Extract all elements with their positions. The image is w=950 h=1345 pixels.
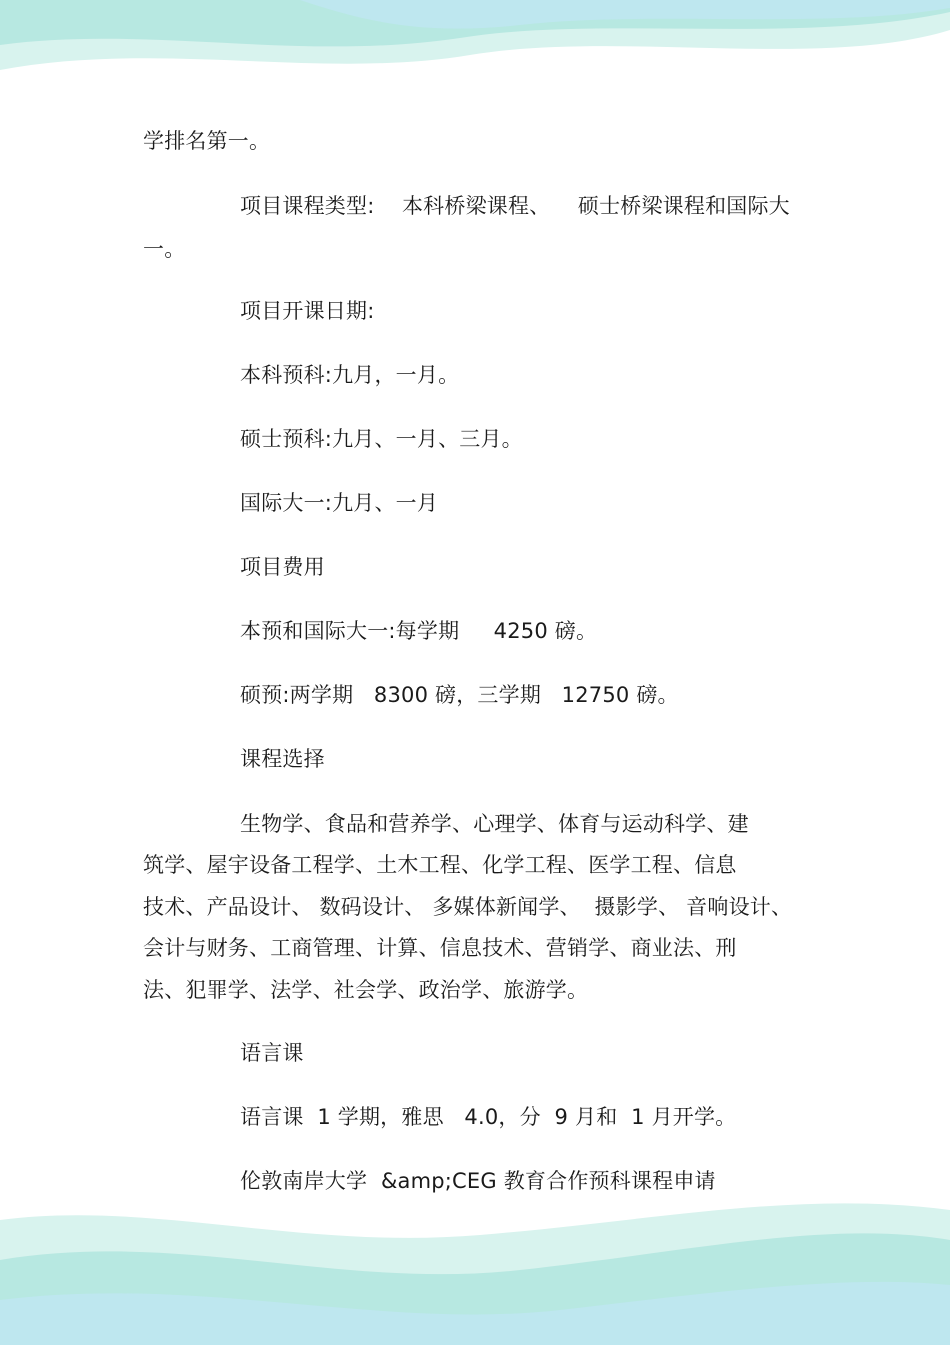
course-selection-heading: 课程选择	[240, 747, 325, 771]
text-line: 国际大一:九月、一月	[240, 491, 439, 515]
text-line: 硕士预科:九月、一月、三月。	[240, 427, 523, 451]
start-dates-heading: 项目开课日期:	[240, 299, 375, 323]
text-line: 一。	[143, 237, 186, 261]
text-line: 语言课 1 学期，雅思 4.0，分 9 月和 1 月开学。	[240, 1105, 737, 1129]
text-line: 会计与财务、工商管理、计算、信息技术、营销学、商业法、刑	[143, 936, 737, 960]
text-line: 技术、产品设计、 数码设计、 多媒体新闻学、 摄影学、 音响设计、	[143, 895, 793, 919]
text-line: 法、犯罪学、法学、社会学、政治学、旅游学。	[143, 978, 589, 1002]
fees-heading: 项目费用	[240, 555, 325, 579]
text-line: 伦敦南岸大学 &amp;CEG 教育合作预科课程申请	[240, 1169, 716, 1193]
text-line: 学排名第一。	[143, 129, 271, 153]
text-line: 筑学、屋宇设备工程学、土木工程、化学工程、医学工程、信息	[143, 853, 737, 877]
text-line: 硕预:两学期 8300 磅，三学期 12750 磅。	[240, 683, 679, 707]
course-types-line: 项目课程类型: 本科桥梁课程、 硕士桥梁课程和国际大	[240, 194, 790, 218]
text-line: 本科预科:九月，一月。	[240, 363, 460, 387]
text-line: 生物学、食品和营养学、心理学、体育与运动科学、建	[240, 812, 749, 836]
language-course-heading: 语言课	[240, 1041, 304, 1065]
text-line: 本预和国际大一:每学期 4250 磅。	[240, 619, 598, 643]
